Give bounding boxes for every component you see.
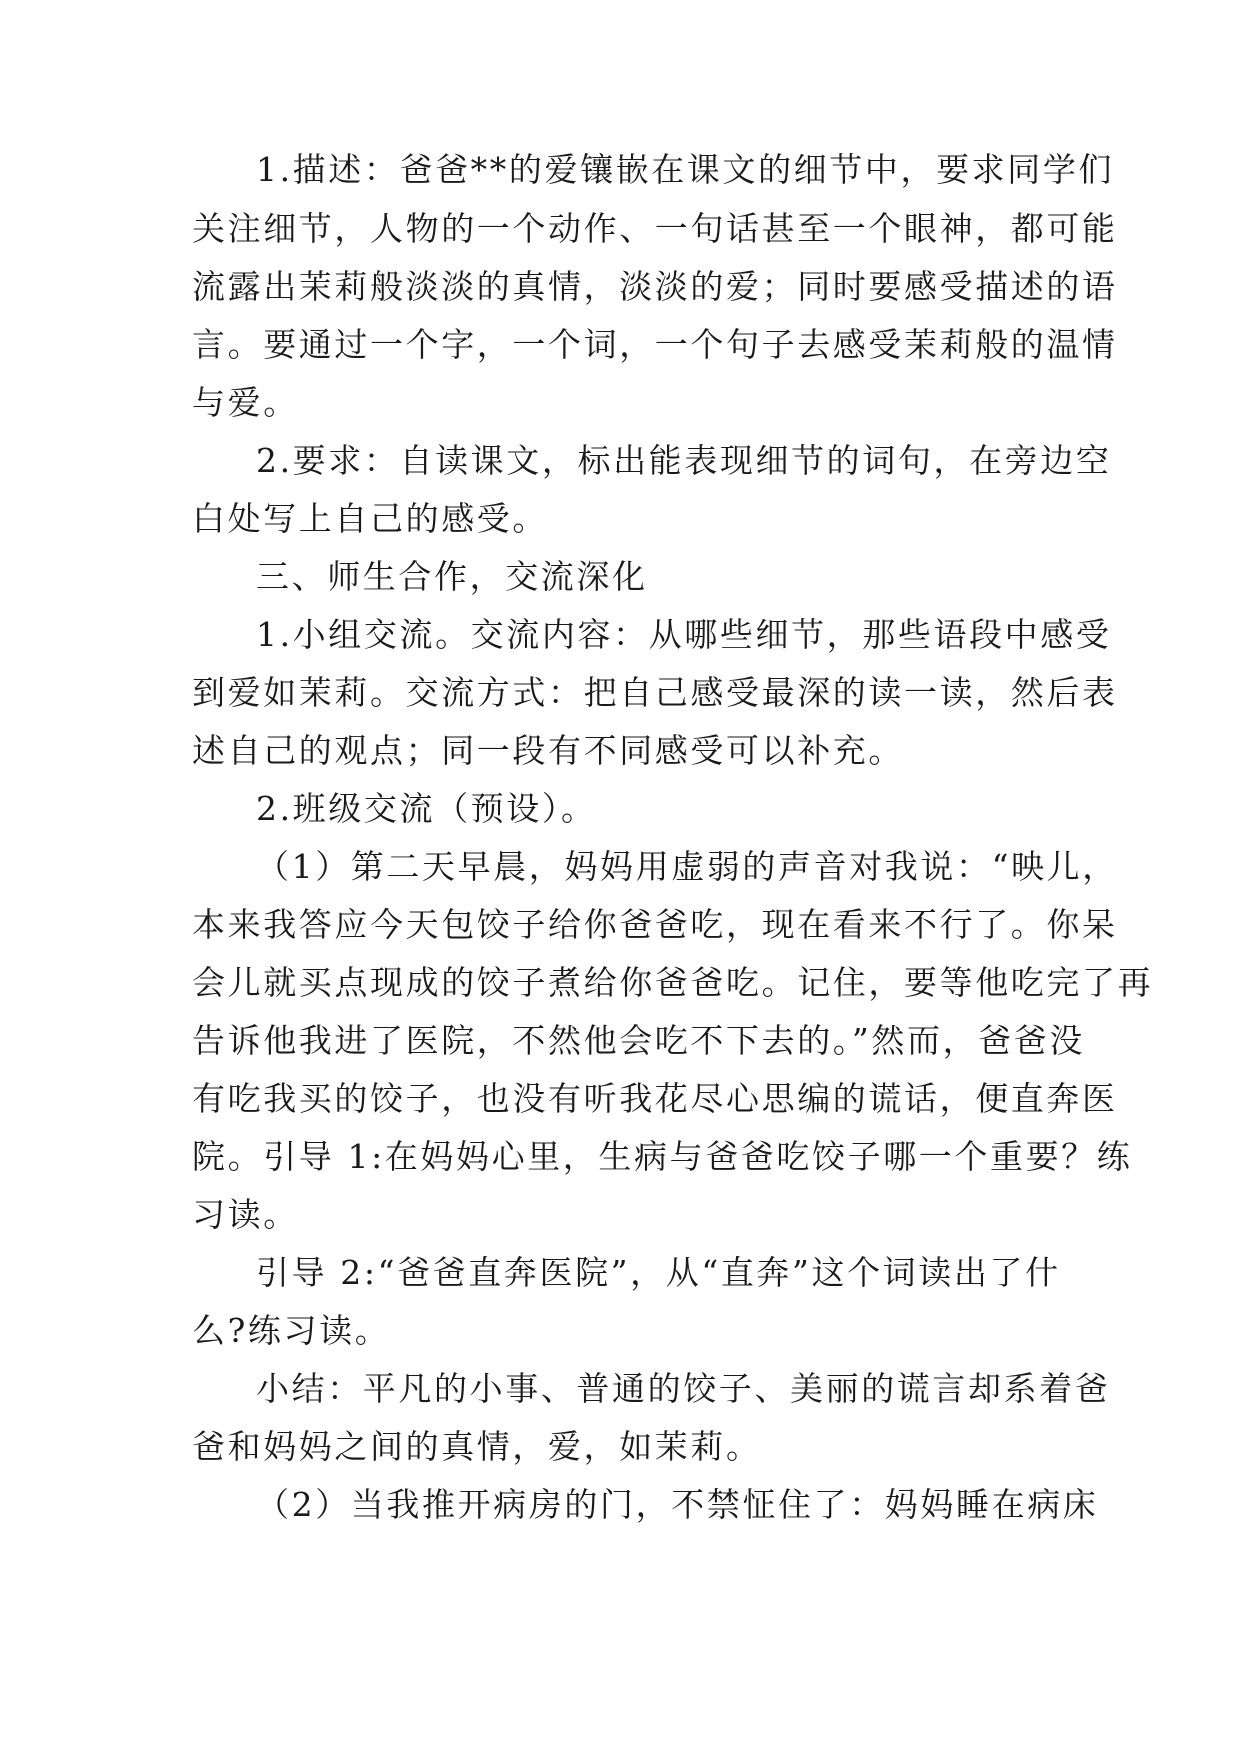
text-line: 习读。 (192, 1195, 299, 1234)
text-line: （1）第二天早晨，妈妈用虚弱的声音对我说：“映儿， (256, 847, 1118, 886)
text-line: 言。要通过一个字，一个词，一个句子去感受茉莉般的温情 (192, 325, 1118, 364)
text-line: 关注细节，人物的一个动作、一句话甚至一个眼神，都可能 (192, 209, 1118, 248)
text-line: 与爱。 (192, 383, 299, 422)
text-line: 2.班级交流（预设）。 (256, 789, 597, 828)
text-line: 告诉他我进了医院，不然他会吃不下去的。”然而，爸爸没 (192, 1021, 1085, 1060)
text-line: 么?练习读。 (192, 1311, 391, 1350)
text-line: 有吃我买的饺子，也没有听我花尽心思编的谎话，便直奔医 (192, 1079, 1118, 1118)
section-heading: 三、师生合作，交流深化 (256, 557, 648, 596)
text-line: 2.要求：自读课文，标出能表现细节的词句，在旁边空 (256, 441, 1112, 480)
text-line: 1.小组交流。交流内容：从哪些细节，那些语段中感受 (256, 615, 1112, 654)
text-line: 白处写上自己的感受。 (192, 499, 548, 538)
text-line: 述自己的观点；同一段有不同感受可以补充。 (192, 731, 904, 770)
text-line: 流露出茉莉般淡淡的真情，淡淡的爱；同时要感受描述的语 (192, 267, 1118, 306)
text-line: 小结：平凡的小事、普通的饺子、美丽的谎言却系着爸 (256, 1369, 1111, 1408)
text-line: 1.描述：爸爸**的爱镶嵌在课文的细节中，要求同学们 (256, 150, 1115, 189)
text-line: 引导 2:“爸爸直奔医院”，从“直奔”这个词读出了什 (256, 1253, 1061, 1292)
text-line: 本来我答应今天包饺子给你爸爸吃，现在看来不行了。你呆 (192, 905, 1118, 944)
text-line: （2）当我推开病房的门，不禁怔住了：妈妈睡在病床 (256, 1485, 1099, 1524)
text-line: 院。引导 1:在妈妈心里，生病与爸爸吃饺子哪一个重要？练 (192, 1137, 1133, 1176)
text-line: 爸和妈妈之间的真情，爱，如茉莉。 (192, 1427, 762, 1466)
text-line: 会儿就买点现成的饺子煮给你爸爸吃。记住，要等他吃完了再 (192, 963, 1154, 1002)
text-line: 到爱如茉莉。交流方式：把自己感受最深的读一读，然后表 (192, 673, 1118, 712)
